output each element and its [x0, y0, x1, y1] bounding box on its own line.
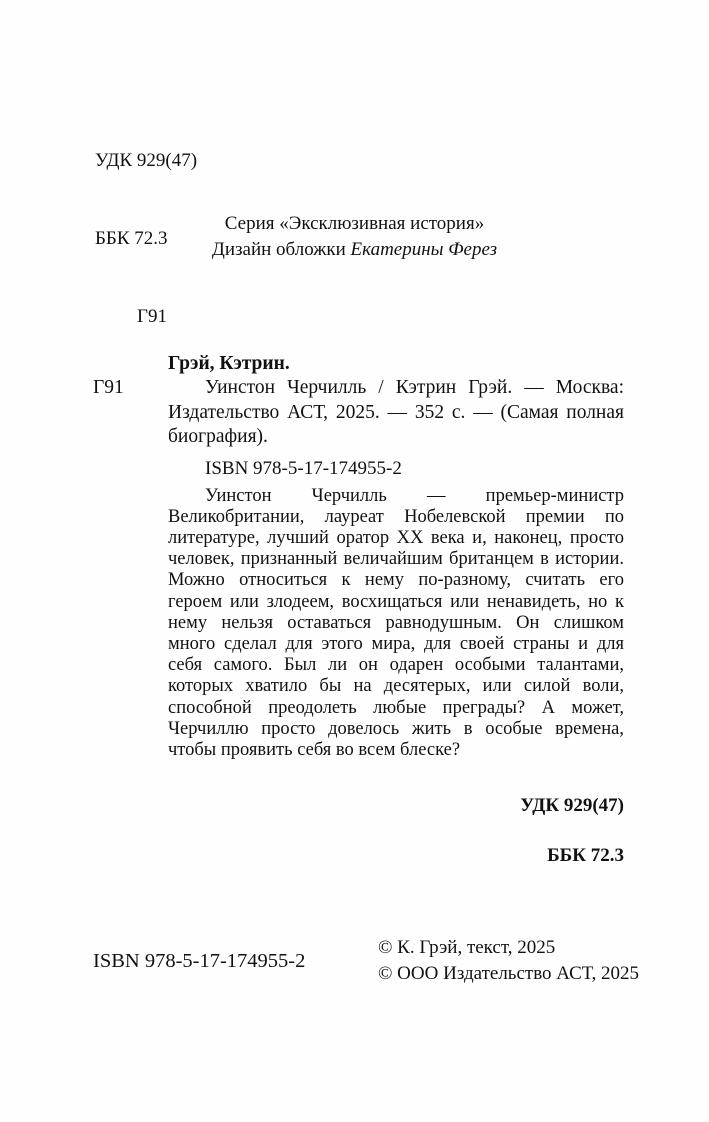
author-heading: Грэй, Кэтрин. — [168, 353, 290, 374]
bibliographic-record: Уинстон Черчилль / Кэтрин Грэй. — Москва: Издательство АСТ, 2025. — 352 с. — (Самая полная биография). — [168, 377, 624, 447]
author-sign-top: Г91 — [137, 306, 167, 327]
cover-design-prefix: Дизайн обложки — [211, 239, 351, 260]
catalog-card — [168, 351, 624, 893]
isbn-footer: ISBN 978-5-17-174955-2 — [93, 950, 306, 972]
udk-bottom: УДК 929(47) — [520, 795, 624, 817]
annotation-text: Уинстон Черчилль — премьер-министр Великобритании, лауреат Нобелевской премии по литературе, лучший оратор XX века и, наконец, просто человек, признанный величайшим британцем в истории. Можно относиться к нему по-разному, считать его героем или злодеем, восхищаться или ненавидеть, но к нему нельзя оставаться равнодушным. Он слишком много сделал для этого мира, для своей страны и для себя самого. Был ли он одарен особыми талантами, которых хватило бы на десятерых, или силой воли, способной преодолеть любые преграды? А может, Черчиллю просто довелось жить в особые времена, чтобы проявить себя во всем блеске? — [168, 485, 624, 760]
copyright-block — [378, 935, 639, 986]
series-block — [0, 211, 709, 263]
author-sign-margin: Г91 — [93, 377, 124, 398]
bbk-bottom: ББК 72.3 — [547, 845, 624, 867]
copyright-author: © К. Грэй, текст, 2025 — [378, 937, 556, 958]
series-line: Серия «Эксклюзивная история» — [224, 213, 485, 234]
bottom-codes-block — [168, 768, 624, 893]
isbn-card: ISBN 978-5-17-174955-2 — [205, 457, 402, 479]
cover-designer-name: Екатерины Ферез — [350, 239, 498, 260]
copyright-publisher: © ООО Издательство АСТ, 2025 — [378, 962, 639, 984]
bbk-top: ББК 72.3 — [95, 228, 168, 249]
cover-design-line — [0, 237, 709, 263]
udk-top: УДК 929(47) — [95, 150, 198, 171]
